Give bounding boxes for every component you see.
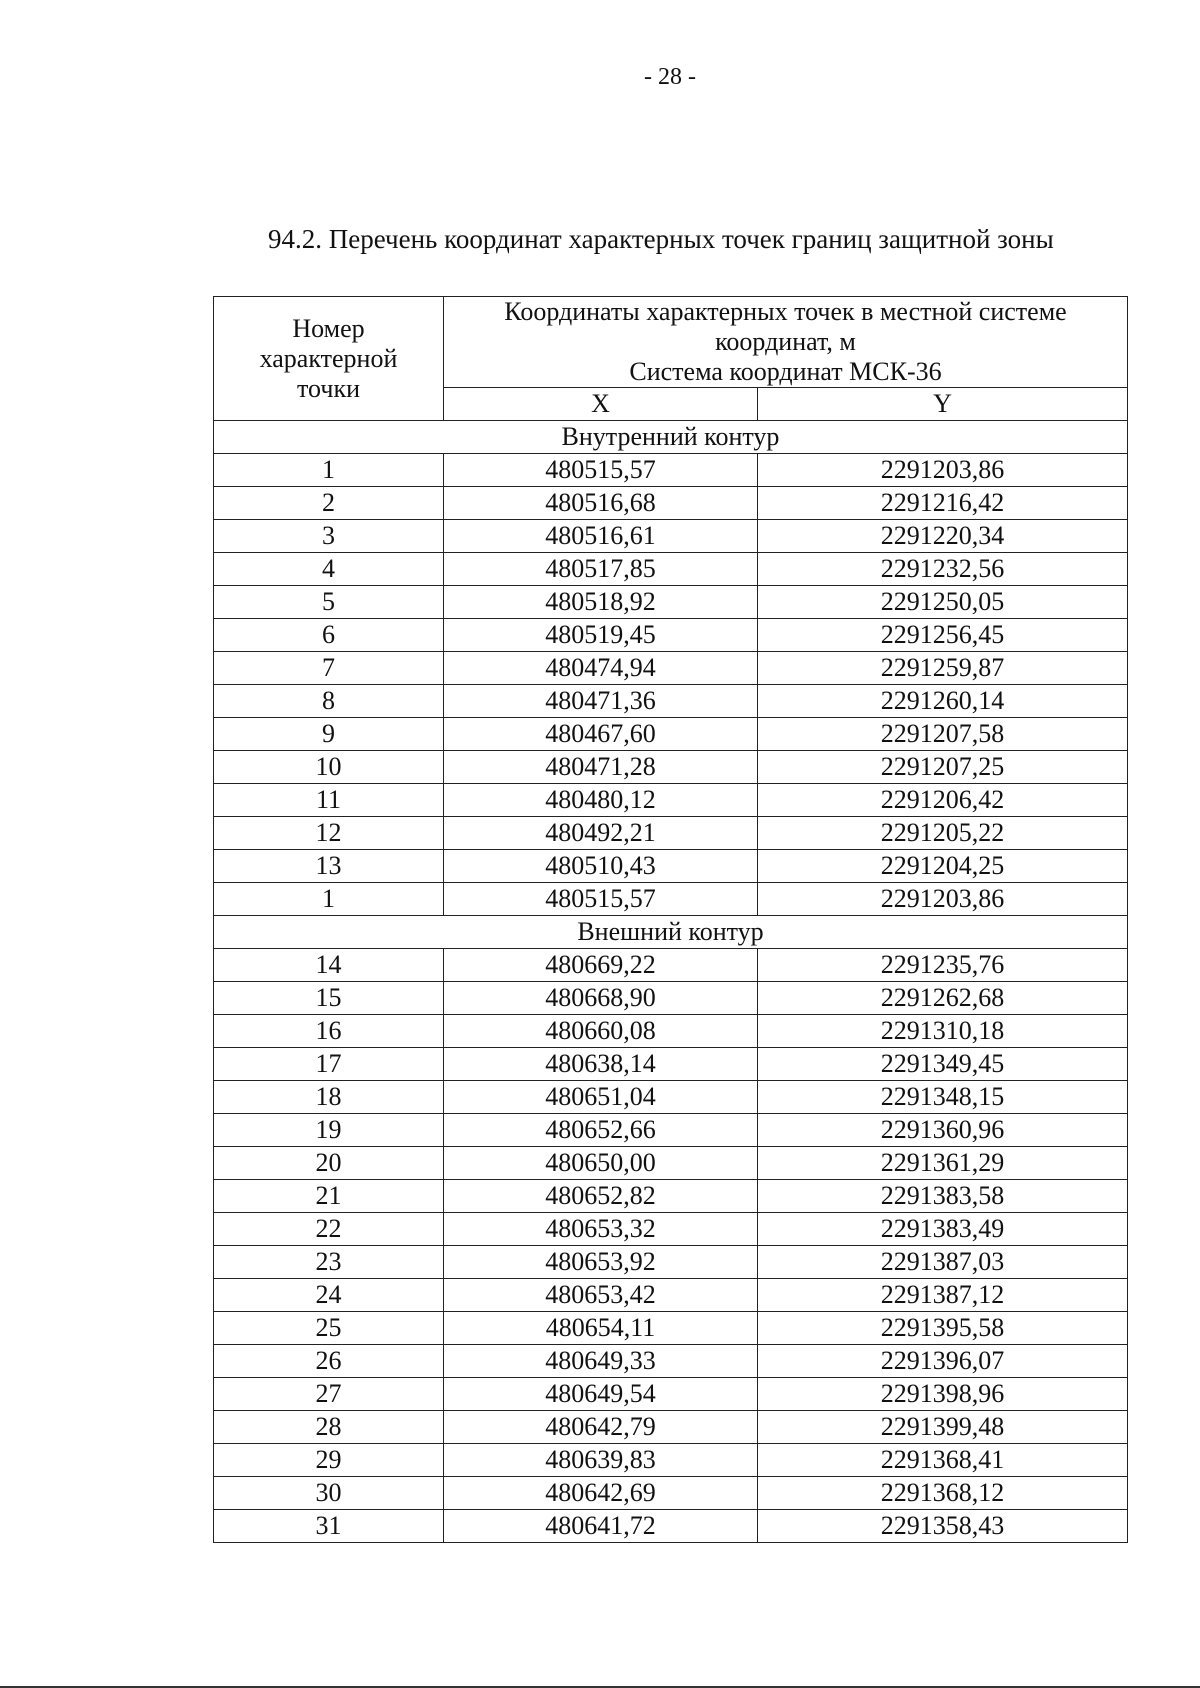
table-row: [214, 784, 1128, 817]
x-coordinate-cell: 480516,68: [444, 487, 758, 520]
table-row: [214, 553, 1128, 586]
x-coordinate-cell: 480519,45: [444, 619, 758, 652]
y-coordinate-cell: 2291348,15: [758, 1081, 1128, 1114]
table-body: [214, 421, 1128, 1543]
x-coordinate-cell: 480642,69: [444, 1477, 758, 1510]
y-coordinate-cell: 2291387,12: [758, 1279, 1128, 1312]
point-number-cell: 25: [214, 1312, 444, 1345]
y-coordinate-cell: 2291259,87: [758, 652, 1128, 685]
table-row: [214, 1477, 1128, 1510]
x-coordinate-cell: 480471,28: [444, 751, 758, 784]
x-coordinate-cell: 480649,33: [444, 1345, 758, 1378]
y-coordinate-cell: 2291262,68: [758, 982, 1128, 1015]
point-number-cell: 2: [214, 487, 444, 520]
point-number-cell: 13: [214, 850, 444, 883]
table-row: [214, 1114, 1128, 1147]
point-number-cell: 4: [214, 553, 444, 586]
x-coordinate-cell: 480668,90: [444, 982, 758, 1015]
x-coordinate-cell: 480516,61: [444, 520, 758, 553]
header-point-line: характерной: [259, 343, 398, 373]
point-number-cell: 17: [214, 1048, 444, 1081]
point-number-cell: 23: [214, 1246, 444, 1279]
point-number-cell: 1: [214, 454, 444, 487]
x-coordinate-cell: 480641,72: [444, 1510, 758, 1543]
x-coordinate-cell: 480660,08: [444, 1015, 758, 1048]
y-coordinate-cell: 2291360,96: [758, 1114, 1128, 1147]
table-row: [214, 850, 1128, 883]
page-number: - 28 -: [644, 64, 696, 90]
point-number-cell: 31: [214, 1510, 444, 1543]
y-coordinate-cell: 2291204,25: [758, 850, 1128, 883]
x-coordinate-cell: 480474,94: [444, 652, 758, 685]
header-x: X: [444, 388, 758, 421]
point-number-cell: 15: [214, 982, 444, 1015]
y-coordinate-cell: 2291349,45: [758, 1048, 1128, 1081]
table-row: [214, 883, 1128, 916]
y-coordinate-cell: 2291383,49: [758, 1213, 1128, 1246]
x-coordinate-cell: 480651,04: [444, 1081, 758, 1114]
y-coordinate-cell: 2291368,41: [758, 1444, 1128, 1477]
table-row: [214, 1411, 1128, 1444]
x-coordinate-cell: 480515,57: [444, 883, 758, 916]
point-number-cell: 9: [214, 718, 444, 751]
table-row: [214, 652, 1128, 685]
point-number-cell: 16: [214, 1015, 444, 1048]
table-row: [214, 487, 1128, 520]
document-title: 94.2. Перечень координат характерных точек границ защитной зоны: [268, 224, 1054, 254]
point-number-cell: 18: [214, 1081, 444, 1114]
point-number-cell: 26: [214, 1345, 444, 1378]
table-row: [214, 718, 1128, 751]
point-number-cell: 12: [214, 817, 444, 850]
header-coordinates: [444, 297, 1128, 388]
point-number-cell: 8: [214, 685, 444, 718]
x-coordinate-cell: 480518,92: [444, 586, 758, 619]
y-coordinate-cell: 2291396,07: [758, 1345, 1128, 1378]
point-number-cell: 19: [214, 1114, 444, 1147]
point-number-cell: 10: [214, 751, 444, 784]
point-number-cell: 5: [214, 586, 444, 619]
point-number-cell: 30: [214, 1477, 444, 1510]
table-row: [214, 586, 1128, 619]
x-coordinate-cell: 480650,00: [444, 1147, 758, 1180]
section-row: [214, 916, 1128, 949]
point-number-cell: 27: [214, 1378, 444, 1411]
x-coordinate-cell: 480515,57: [444, 454, 758, 487]
x-coordinate-cell: 480652,82: [444, 1180, 758, 1213]
table-row: [214, 1510, 1128, 1543]
header-coords-line: Система координат МСК-36: [629, 357, 942, 386]
point-number-cell: 1: [214, 883, 444, 916]
point-number-cell: 7: [214, 652, 444, 685]
y-coordinate-cell: 2291368,12: [758, 1477, 1128, 1510]
y-coordinate-cell: 2291358,43: [758, 1510, 1128, 1543]
table-header: [214, 297, 1128, 421]
x-coordinate-cell: 480642,79: [444, 1411, 758, 1444]
table-row: [214, 1312, 1128, 1345]
table-row: [214, 817, 1128, 850]
header-y: Y: [758, 388, 1128, 421]
y-coordinate-cell: 2291207,58: [758, 718, 1128, 751]
y-coordinate-cell: 2291232,56: [758, 553, 1128, 586]
x-coordinate-cell: 480517,85: [444, 553, 758, 586]
x-coordinate-cell: 480653,32: [444, 1213, 758, 1246]
x-coordinate-cell: 480653,42: [444, 1279, 758, 1312]
point-number-cell: 28: [214, 1411, 444, 1444]
point-number-cell: 21: [214, 1180, 444, 1213]
table-row: [214, 949, 1128, 982]
y-coordinate-cell: 2291250,05: [758, 586, 1128, 619]
y-coordinate-cell: 2291216,42: [758, 487, 1128, 520]
table-row: [214, 1180, 1128, 1213]
table-row: [214, 619, 1128, 652]
x-coordinate-cell: 480652,66: [444, 1114, 758, 1147]
point-number-cell: 22: [214, 1213, 444, 1246]
table-row: [214, 1246, 1128, 1279]
table-row: [214, 1147, 1128, 1180]
y-coordinate-cell: 2291256,45: [758, 619, 1128, 652]
header-coords-line: координат, м: [715, 327, 856, 356]
y-coordinate-cell: 2291220,34: [758, 520, 1128, 553]
section-title: Внутренний контур: [214, 421, 1128, 454]
x-coordinate-cell: 480654,11: [444, 1312, 758, 1345]
x-coordinate-cell: 480492,21: [444, 817, 758, 850]
table-row: [214, 1279, 1128, 1312]
x-coordinate-cell: 480669,22: [444, 949, 758, 982]
x-coordinate-cell: 480638,14: [444, 1048, 758, 1081]
point-number-cell: 20: [214, 1147, 444, 1180]
x-coordinate-cell: 480649,54: [444, 1378, 758, 1411]
table-row: [214, 1048, 1128, 1081]
section-title: Внешний контур: [214, 916, 1128, 949]
y-coordinate-cell: 2291260,14: [758, 685, 1128, 718]
y-coordinate-cell: 2291235,76: [758, 949, 1128, 982]
table-row: [214, 1081, 1128, 1114]
y-coordinate-cell: 2291398,96: [758, 1378, 1128, 1411]
y-coordinate-cell: 2291207,25: [758, 751, 1128, 784]
point-number-cell: 11: [214, 784, 444, 817]
x-coordinate-cell: 480639,83: [444, 1444, 758, 1477]
y-coordinate-cell: 2291203,86: [758, 454, 1128, 487]
table-row: [214, 685, 1128, 718]
header-point-number: [214, 297, 444, 421]
x-coordinate-cell: 480510,43: [444, 850, 758, 883]
x-coordinate-cell: 480480,12: [444, 784, 758, 817]
point-number-cell: 24: [214, 1279, 444, 1312]
y-coordinate-cell: 2291399,48: [758, 1411, 1128, 1444]
table-row: [214, 1378, 1128, 1411]
y-coordinate-cell: 2291361,29: [758, 1147, 1128, 1180]
point-number-cell: 6: [214, 619, 444, 652]
header-point-line: точки: [297, 373, 360, 403]
table-row: [214, 1213, 1128, 1246]
x-coordinate-cell: 480471,36: [444, 685, 758, 718]
section-row: [214, 421, 1128, 454]
table-row: [214, 1345, 1128, 1378]
coordinates-table: [213, 296, 1128, 1543]
x-coordinate-cell: 480467,60: [444, 718, 758, 751]
x-coordinate-cell: 480653,92: [444, 1246, 758, 1279]
y-coordinate-cell: 2291387,03: [758, 1246, 1128, 1279]
table-row: [214, 454, 1128, 487]
y-coordinate-cell: 2291395,58: [758, 1312, 1128, 1345]
point-number-cell: 29: [214, 1444, 444, 1477]
point-number-cell: 14: [214, 949, 444, 982]
table-row: [214, 1444, 1128, 1477]
header-coords-line: Координаты характерных точек в местной системе: [504, 297, 1067, 326]
y-coordinate-cell: 2291206,42: [758, 784, 1128, 817]
point-number-cell: 3: [214, 520, 444, 553]
table-row: [214, 1015, 1128, 1048]
y-coordinate-cell: 2291310,18: [758, 1015, 1128, 1048]
y-coordinate-cell: 2291203,86: [758, 883, 1128, 916]
y-coordinate-cell: 2291383,58: [758, 1180, 1128, 1213]
table-row: [214, 982, 1128, 1015]
table-row: [214, 751, 1128, 784]
y-coordinate-cell: 2291205,22: [758, 817, 1128, 850]
header-point-line: Номер: [292, 313, 365, 343]
table-row: [214, 520, 1128, 553]
